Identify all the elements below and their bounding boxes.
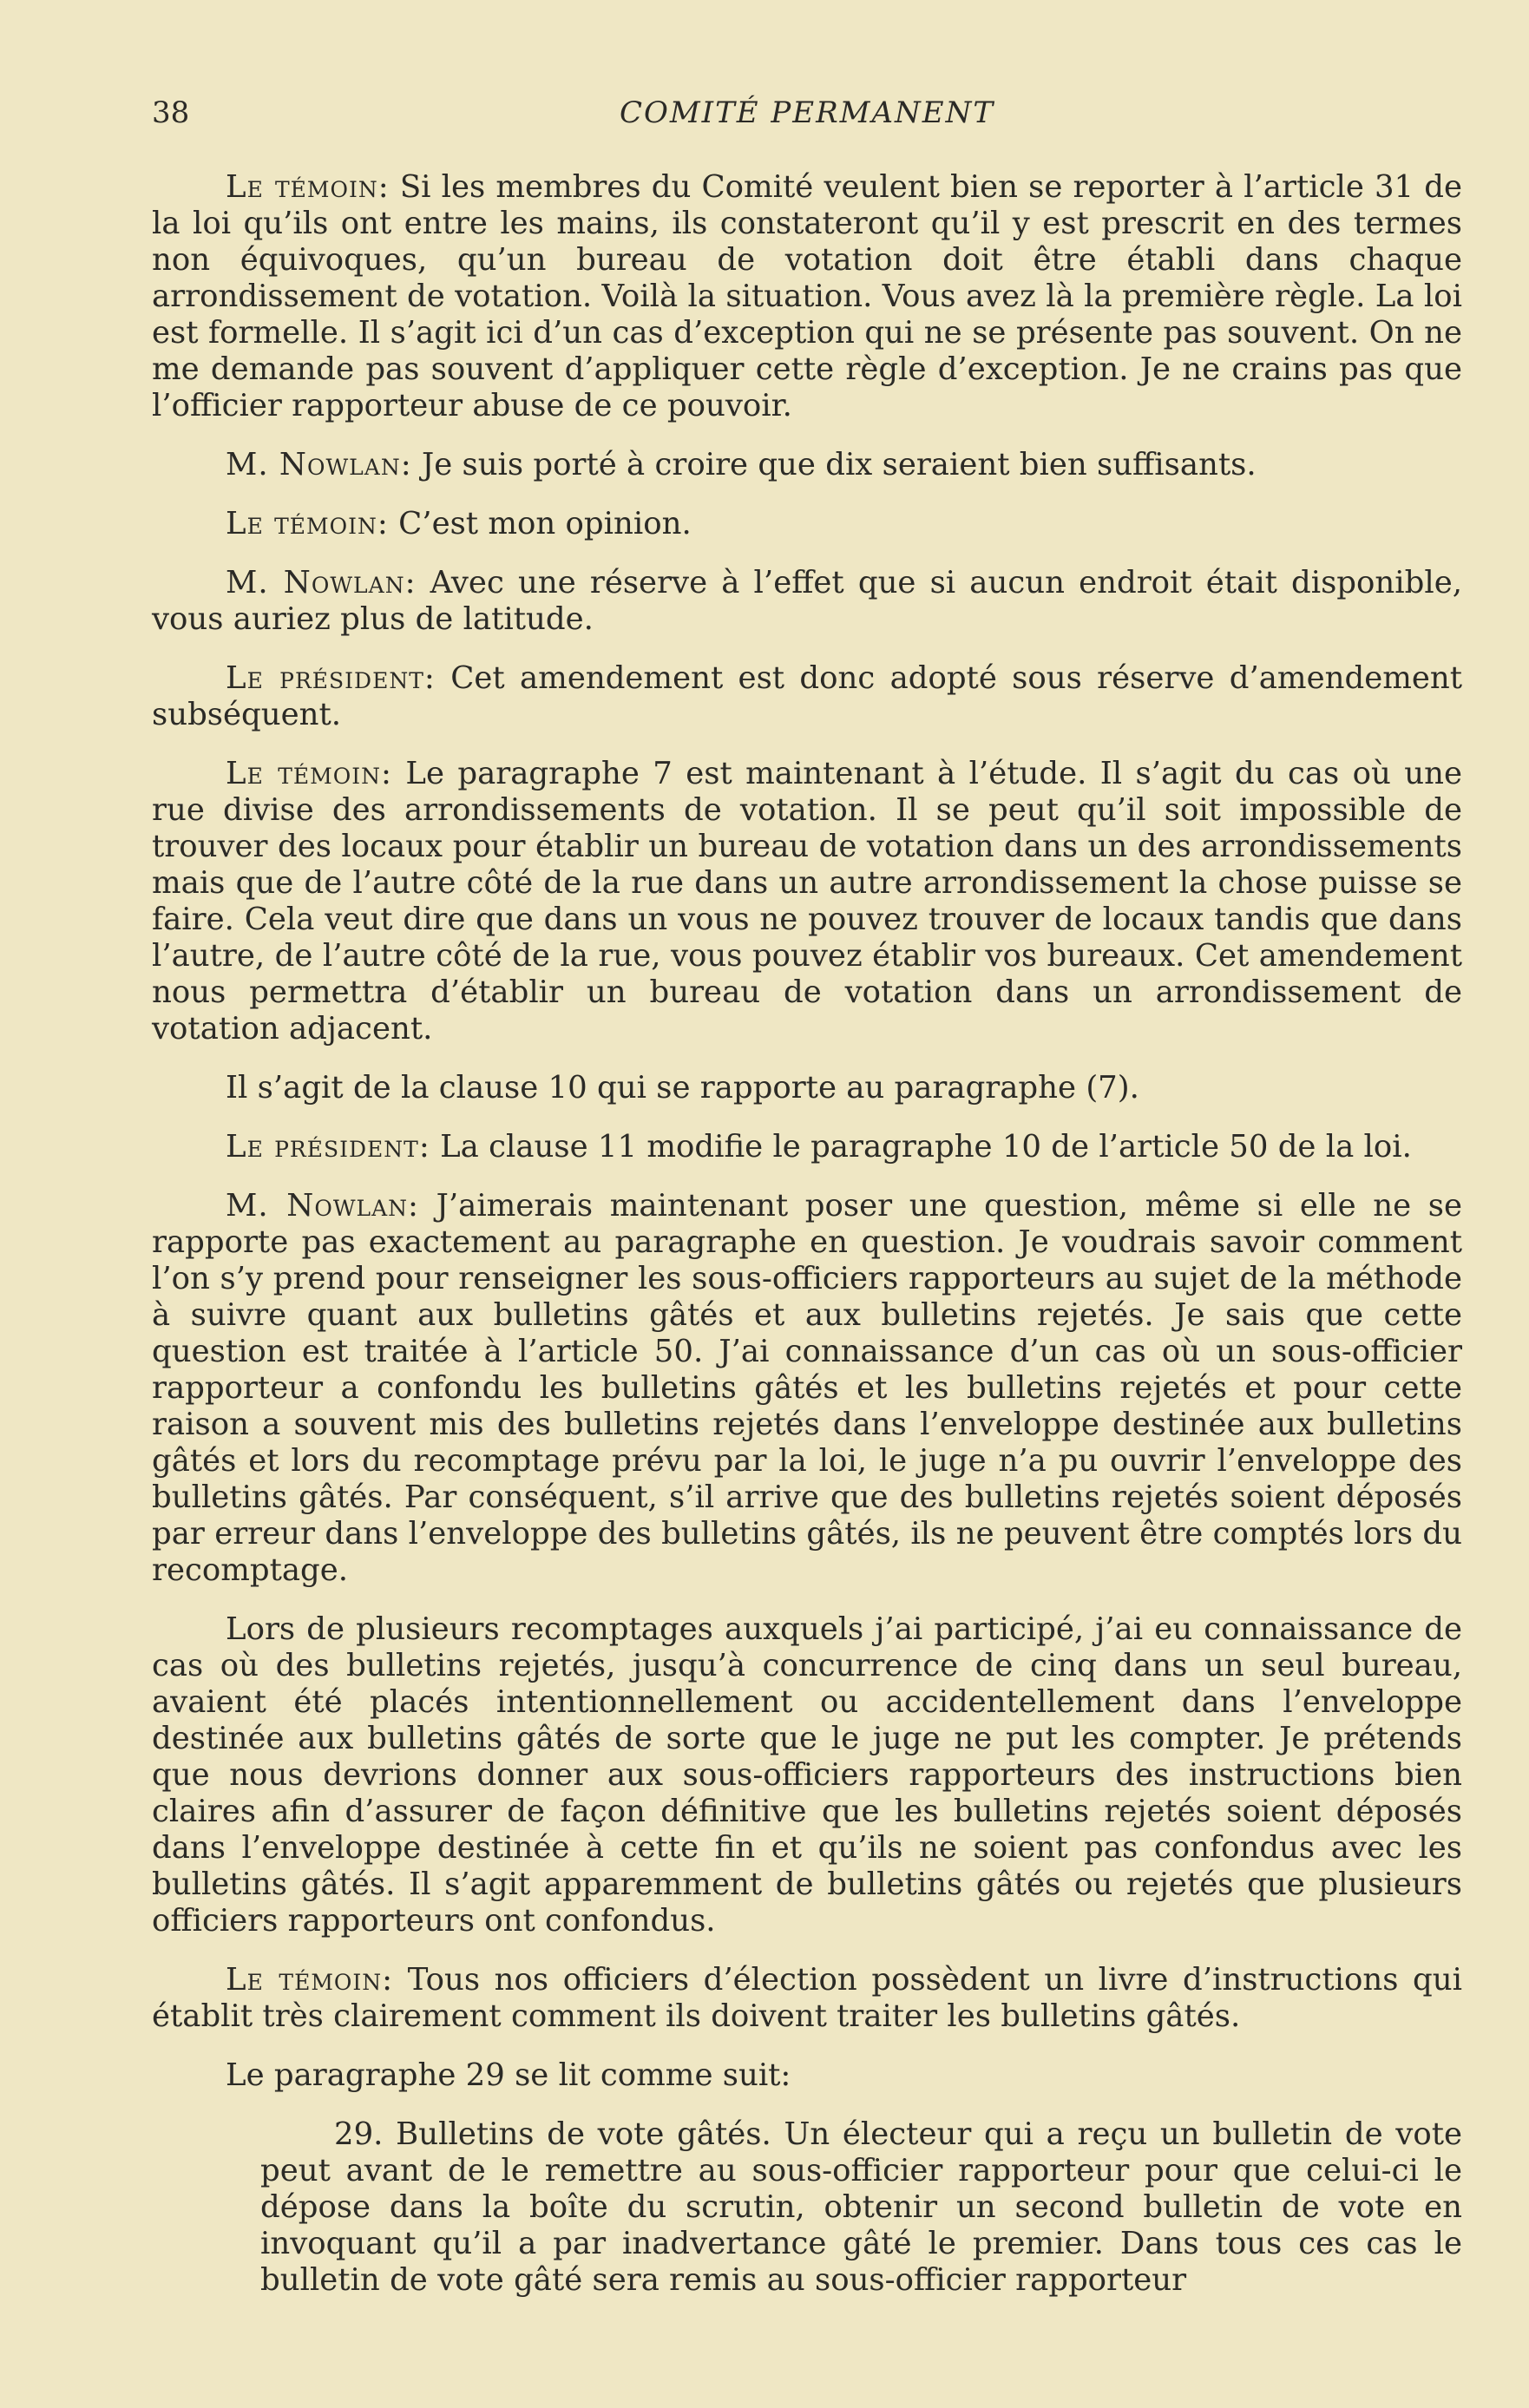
speaker-label: Le témoin:: [226, 756, 392, 791]
paragraph-text: Le paragraphe 7 est maintenant à l’étude. Il s’agit du cas où une rue divise des arrondissements de votation. Il se peut qu’il soit impossible de trouver des locaux pour établir un bureau de votation dans un des arrondissements mais que de l’autre côté de la rue dans un autre arrondissement la chose puisse se faire. Cela veut dire que dans un vous ne pouvez trouver de locaux tandis que dans l’autre, de l’autre côté de la rue, vous pouvez établir vos bureaux. Cet amendement nous permettra d’établir un bureau de votation dans un arrondissement de votation adjacent.: [152, 756, 1462, 1047]
speaker-label: M. Nowlan:: [226, 447, 412, 482]
paragraph: [152, 1962, 1462, 2035]
speaker-label: M. Nowlan:: [226, 565, 417, 600]
paragraph-text: Je suis porté à croire que dix seraient bien suffisants.: [411, 447, 1257, 482]
block-quote: 29. Bulletins de vote gâtés. Un électeur qui a reçu un bulletin de vote peut avant de le remettre au sous-officier rapporteur pour que celui-ci le dépose dans la boîte du scrutin, obtenir un second bulletin de vote en invoquant qu’il a par inadvertance gâté le premier. Dans tous ces cas le bulletin de vote gâté sera remis au sous-officier rapporteur: [260, 2116, 1462, 2298]
paragraph: [152, 447, 1462, 483]
paragraph: [152, 169, 1462, 424]
paragraph-text: Cet amendement est donc adopté sous réserve d’amendement subséquent.: [152, 660, 1463, 732]
paragraph-text: Tous nos officiers d’élection possèdent un livre d’instructions qui établit très clairement comment ils doivent traiter les bulletins gâtés.: [152, 1962, 1462, 2034]
paragraph-text: Si les membres du Comité veulent bien se reporter à l’article 31 de la loi qu’ils ont entre les mains, ils constateront qu’il y est prescrit en des termes non équivoques, qu’un bureau de votation doit être établi dans chaque arrondissement de votation. Voilà la situation. Vous avez là la première règle. La loi est formelle. Il s’agit ici d’un cas d’exception qui ne se présente pas souvent. On ne me demande pas souvent d’appliquer cette règle d’exception. Je ne crains pas que l’officier rapporteur abuse de ce pouvoir.: [152, 169, 1463, 423]
paragraph-text: C’est mon opinion.: [388, 506, 692, 541]
paragraph: [152, 1611, 1462, 1939]
speaker-label: Le président:: [226, 1129, 430, 1165]
page-header: [152, 95, 1462, 139]
paragraph: [152, 756, 1462, 1047]
paragraph-text: Le paragraphe 29 se lit comme suit:: [226, 2057, 791, 2093]
paragraph: [152, 565, 1462, 638]
speaker-label: Le président:: [226, 660, 436, 696]
speaker-label: Le témoin:: [226, 169, 390, 205]
paragraph: [152, 1070, 1462, 1106]
page-body: [152, 169, 1462, 2299]
paragraph-text: La clause 11 modifie le paragraphe 10 de l’article 50 de la loi.: [430, 1129, 1412, 1165]
paragraph: [152, 1129, 1462, 1165]
paragraph-text: Avec une réserve à l’effet que si aucun endroit était disponible, vous auriez plus de latitude.: [152, 565, 1462, 637]
paragraph-text: Lors de plusieurs recomptages auxquels j’ai participé, j’ai eu connaissance de cas où des bulletins rejetés, jusqu’à concurrence de cinq dans un seul bureau, avaient été placés intentionnellement ou accidentellement dans l’enveloppe destinée aux bulletins gâtés de sorte que le juge ne put les compter. Je prétends que nous devrions donner aux sous-officiers rapporteurs des instructions bien claires afin d’assurer de façon définitive que les bulletins rejetés soient déposés dans l’enveloppe destinée à cette fin et qu’ils ne soient pas confondus avec les bulletins gâtés. Il s’agit apparemment de bulletins gâtés ou rejetés que plusieurs officiers rapporteurs ont confondus.: [152, 1611, 1462, 1939]
paragraph: [152, 1188, 1462, 1589]
speaker-label: Le témoin:: [226, 1962, 394, 1998]
paragraph: [152, 506, 1462, 542]
paragraph: [152, 2057, 1462, 2094]
speaker-label: Le témoin:: [226, 506, 389, 541]
paragraph-text: J’aimerais maintenant poser une question, même si elle ne se rapporte pas exactement au paragraphe en question. Je voudrais savoir comment l’on s’y prend pour renseigner les sous-officiers rapporteurs au sujet de la méthode à suivre quant aux bulletins gâtés et aux bulletins rejetés. Je sais que cette question est traitée à l’article 50. J’ai connaissance d’un cas où un sous-officier rapporteur a confondu les bulletins gâtés et les bulletins rejetés et pour cette raison a souvent mis des bulletins rejetés dans l’enveloppe destinée aux bulletins gâtés et lors du recomptage prévu par la loi, le juge n’a pu ouvrir l’enveloppe des bulletins gâtés. Par conséquent, s’il arrive que des bulletins rejetés soient déposés par erreur dans l’enveloppe des bulletins gâtés, ils ne peuvent être comptés lors du recomptage.: [152, 1188, 1462, 1588]
page-number: 38: [152, 95, 190, 130]
paragraph: [152, 660, 1462, 733]
running-head: COMITÉ PERMANENT: [619, 95, 995, 130]
speaker-label: M. Nowlan:: [226, 1188, 420, 1224]
paragraph-text: Il s’agit de la clause 10 qui se rapporte au paragraphe (7).: [226, 1070, 1139, 1106]
